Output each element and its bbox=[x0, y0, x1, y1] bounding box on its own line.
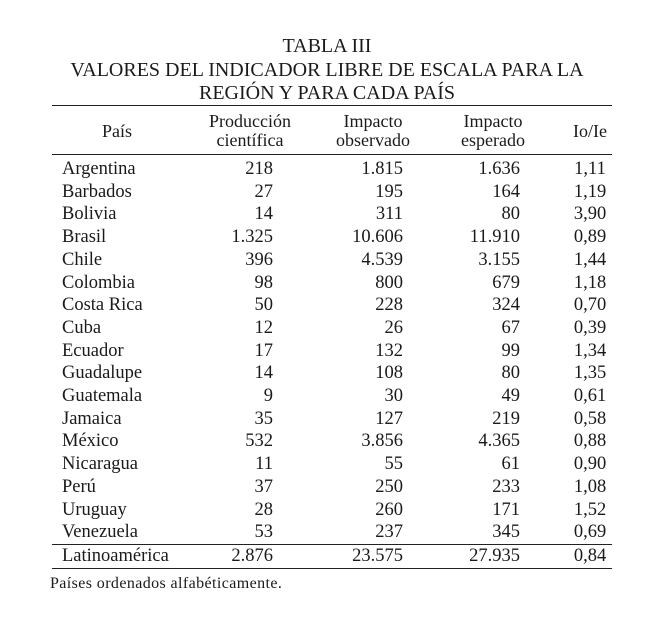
cell-production: 11 bbox=[255, 454, 273, 475]
bottom-rule bbox=[52, 568, 612, 569]
top-rule bbox=[52, 105, 612, 106]
cell-production: 14 bbox=[254, 363, 273, 384]
table-row bbox=[0, 249, 654, 272]
cell-expected-impact: 164 bbox=[492, 181, 520, 202]
cell-ratio: 0,69 bbox=[573, 522, 607, 543]
cell-ratio: 0,88 bbox=[573, 431, 607, 452]
cell-expected-impact: 67 bbox=[501, 317, 520, 338]
cell-production: 17 bbox=[254, 340, 273, 361]
cell-production: 35 bbox=[254, 408, 273, 429]
table-row bbox=[0, 226, 654, 249]
cell-expected-impact: 345 bbox=[492, 522, 520, 543]
cell-observed-impact: 127 bbox=[375, 408, 403, 429]
header-expected-line-2: esperado bbox=[461, 130, 525, 150]
cell-production: 14 bbox=[254, 204, 273, 225]
cell-expected-impact: 80 bbox=[501, 204, 520, 225]
cell-country: México bbox=[62, 431, 119, 452]
header-observed-line-2: observado bbox=[336, 130, 410, 150]
cell-production: 1.325 bbox=[231, 227, 273, 248]
cell-ratio: 0,58 bbox=[573, 408, 607, 429]
cell-expected-impact: 49 bbox=[501, 386, 520, 406]
cell-country: Guadalupe bbox=[62, 363, 143, 384]
cell-observed-impact: 195 bbox=[375, 181, 403, 202]
table-row bbox=[0, 272, 654, 295]
cell-country: Chile bbox=[62, 249, 103, 270]
table-row bbox=[0, 203, 654, 226]
table-row bbox=[0, 476, 654, 499]
cell-production: 98 bbox=[254, 272, 273, 293]
header-production-line-1: Producción bbox=[209, 111, 291, 131]
total-row bbox=[0, 545, 654, 568]
cell-ratio: 1,11 bbox=[574, 159, 606, 179]
cell-observed-impact: 800 bbox=[375, 272, 403, 293]
cell-production: 396 bbox=[245, 249, 273, 270]
cell-production: 532 bbox=[245, 431, 273, 452]
total-label: Latinoamérica bbox=[62, 546, 169, 566]
cell-country: Nicaragua bbox=[62, 454, 139, 475]
cell-production: 50 bbox=[254, 295, 273, 316]
cell-country: Brasil bbox=[62, 227, 107, 248]
cell-ratio: 0,39 bbox=[573, 317, 607, 338]
cell-observed-impact: 10.606 bbox=[352, 227, 403, 248]
cell-country: Bolivia bbox=[62, 204, 117, 225]
cell-ratio: 0,89 bbox=[573, 227, 607, 248]
cell-country: Argentina bbox=[62, 159, 136, 179]
header-rule bbox=[52, 154, 612, 155]
cell-observed-impact: 250 bbox=[375, 476, 403, 497]
header-production bbox=[195, 112, 305, 150]
table-number: TABLA III bbox=[282, 35, 372, 57]
cell-observed-impact: 1.815 bbox=[361, 159, 403, 179]
cell-observed-impact: 108 bbox=[375, 363, 403, 384]
cell-country: Barbados bbox=[62, 181, 132, 202]
cell-observed-impact: 311 bbox=[375, 204, 403, 225]
cell-expected-impact: 99 bbox=[501, 340, 520, 361]
cell-ratio: 1,44 bbox=[573, 249, 607, 270]
cell-country: Ecuador bbox=[62, 340, 124, 361]
cell-expected-impact: 3.155 bbox=[478, 249, 520, 270]
cell-production: 28 bbox=[254, 499, 273, 520]
cell-ratio: 0,90 bbox=[573, 454, 607, 475]
table-row bbox=[0, 385, 654, 408]
footnote: Países ordenados alfabéticamente. bbox=[50, 575, 283, 592]
cell-country: Jamaica bbox=[62, 408, 122, 429]
cell-ratio: 1,34 bbox=[573, 340, 607, 361]
table-row bbox=[0, 499, 654, 522]
cell-ratio: 1,35 bbox=[573, 363, 607, 384]
cell-expected-impact: 11.910 bbox=[469, 227, 520, 248]
cell-ratio: 1,19 bbox=[573, 181, 607, 202]
total-production: 2.876 bbox=[231, 546, 273, 566]
cell-ratio: 0,70 bbox=[573, 295, 607, 316]
cell-ratio: 3,90 bbox=[573, 204, 607, 225]
cell-production: 9 bbox=[263, 386, 273, 406]
cell-country: Uruguay bbox=[62, 499, 127, 520]
cell-observed-impact: 228 bbox=[375, 295, 403, 316]
table-row bbox=[0, 317, 654, 340]
cell-expected-impact: 233 bbox=[492, 476, 520, 497]
cell-expected-impact: 171 bbox=[492, 499, 520, 520]
cell-observed-impact: 237 bbox=[375, 522, 403, 543]
total-expected: 27.935 bbox=[469, 546, 520, 566]
cell-production: 12 bbox=[254, 317, 273, 338]
cell-country: Perú bbox=[62, 476, 96, 497]
cell-expected-impact: 324 bbox=[492, 295, 520, 316]
cell-country: Guatemala bbox=[62, 386, 143, 406]
cell-observed-impact: 26 bbox=[384, 317, 403, 338]
header-expected-line-1: Impacto bbox=[463, 111, 523, 131]
cell-expected-impact: 219 bbox=[492, 408, 520, 429]
cell-observed-impact: 30 bbox=[384, 386, 403, 406]
cell-country: Cuba bbox=[62, 317, 102, 338]
table-row bbox=[0, 362, 654, 385]
header-observed-line-1: Impacto bbox=[343, 111, 403, 131]
table-title-line-1: VALORES DEL INDICADOR LIBRE DE ESCALA PARA LA bbox=[70, 59, 584, 81]
total-observed: 23.575 bbox=[352, 546, 403, 566]
header-expected-impact bbox=[438, 112, 548, 150]
table-row bbox=[0, 294, 654, 317]
table-title-line-2: REGIÓN Y PARA CADA PAÍS bbox=[199, 82, 455, 104]
cell-observed-impact: 4.539 bbox=[361, 249, 403, 270]
header-production-line-2: científica bbox=[216, 130, 284, 150]
table-row bbox=[0, 430, 654, 453]
cell-observed-impact: 260 bbox=[375, 499, 403, 520]
header-country: País bbox=[101, 121, 132, 141]
cell-observed-impact: 3.856 bbox=[361, 431, 403, 452]
cell-country: Costa Rica bbox=[62, 295, 143, 316]
cell-country: Venezuela bbox=[62, 522, 139, 543]
cell-country: Colombia bbox=[62, 272, 135, 293]
cell-expected-impact: 1.636 bbox=[478, 159, 520, 179]
table-row bbox=[0, 521, 654, 544]
cell-observed-impact: 132 bbox=[375, 340, 403, 361]
cell-ratio: 1,52 bbox=[573, 499, 607, 520]
table-row bbox=[0, 340, 654, 363]
header-ratio: Io/Ie bbox=[573, 121, 607, 141]
table-row bbox=[0, 158, 654, 181]
cell-expected-impact: 61 bbox=[501, 454, 520, 475]
header-observed-impact bbox=[318, 112, 428, 150]
total-ratio: 0,84 bbox=[573, 546, 607, 566]
cell-ratio: 0,61 bbox=[573, 386, 607, 406]
cell-production: 27 bbox=[254, 181, 273, 202]
cell-production: 37 bbox=[254, 476, 273, 497]
cell-ratio: 1,18 bbox=[573, 272, 607, 293]
cell-production: 53 bbox=[254, 522, 273, 543]
table-row bbox=[0, 453, 654, 476]
cell-expected-impact: 4.365 bbox=[478, 431, 520, 452]
cell-production: 218 bbox=[245, 159, 273, 179]
cell-observed-impact: 55 bbox=[384, 454, 403, 475]
cell-expected-impact: 80 bbox=[501, 363, 520, 384]
cell-expected-impact: 679 bbox=[492, 272, 520, 293]
table-row bbox=[0, 408, 654, 431]
table-row bbox=[0, 181, 654, 204]
cell-ratio: 1,08 bbox=[573, 476, 607, 497]
